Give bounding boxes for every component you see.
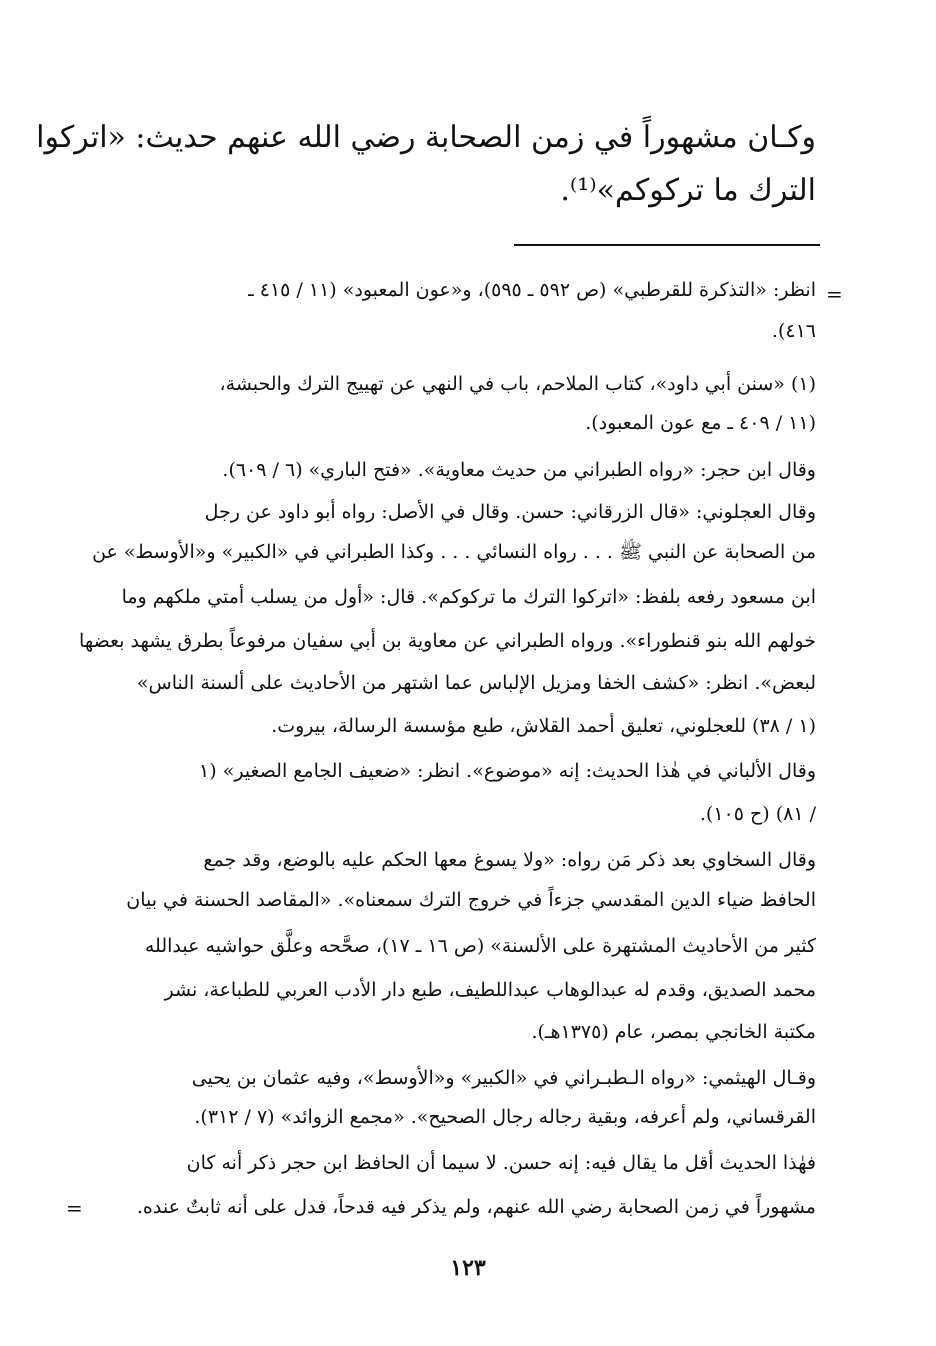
footnote-line: انظر: «التذكرة للقرطبي» (ص ٥٩٢ ـ ٥٩٥)، و«عون المعبود» (١١ / ٤١٥ ـ — [248, 279, 816, 301]
footnote-line: لبعض». انظر: «كشف الخفا ومزيل الإلباس عما اشتهر من الأحاديث على ألسنة الناس» — [136, 672, 816, 694]
footnote-line: (١) «سنن أبي داود»، كتاب الملاحم، باب في النهي عن تهييج الترك والحبشة، — [219, 373, 816, 395]
continuation-mark-bottom: = — [66, 1196, 83, 1220]
main-text-line: الترك ما تركوكم»⁽¹⁾. — [560, 173, 816, 208]
footnote-line: وقال ابن حجر: «رواه الطبراني من حديث معاوية». «فتح الباري» (٦ / ٦٠٩). — [222, 459, 816, 481]
continuation-mark-top: = — [826, 282, 843, 306]
footnote-line: القرقساني، ولم أعرفه، وبقية رجاله رجال الصحيح». «مجمع الزوائد» (٧ / ٣١٢). — [194, 1106, 816, 1128]
page-number: ١٢٣ — [450, 1255, 486, 1281]
footnote-line: / ٨١) (ح ١٠٥). — [699, 803, 816, 825]
footnote-line: مشهوراً في زمن الصحابة رضي الله عنهم، ولم يذكر فيه قدحاً، فدل على أنه ثابتٌ عنده. — [136, 1196, 816, 1218]
footnote-line: محمد الصديق، وقدم له عبدالوهاب عبداللطيف، طبع دار الأدب العربي للطباعة، نشر — [164, 979, 816, 1001]
footnote-line: (١ / ٣٨) للعجلوني، تعليق أحمد القلاش، طبع مؤسسة الرسالة، بيروت. — [271, 715, 816, 737]
footnote-separator — [514, 244, 820, 246]
footnote-line: (١١ / ٤٠٩ ـ مع عون المعبود). — [585, 412, 816, 434]
footnote-line: وقال الألباني في هٰذا الحديث: إنه «موضوع». انظر: «ضعيف الجامع الصغير» (١ — [199, 760, 816, 782]
footnote-line: مكتبة الخانجي بمصر، عام (١٣٧٥هـ). — [531, 1021, 816, 1043]
footnote-line: كثير من الأحاديث المشتهرة على الألسنة» (ص ١٦ ـ ١٧)، صحَّحه وعلَّق حواشيه عبدالله — [144, 935, 816, 957]
main-text-line: وكـان مشهوراً في زمن الصحابة رضي الله عنهم حديث: «اتركوا — [36, 120, 816, 155]
footnote-line: وقال السخاوي بعد ذكر مَن رواه: «ولا يسوغ معها الحكم عليه بالوضع، وقد جمع — [203, 849, 816, 871]
footnote-line: ابن مسعود رفعه بلفظ: «اتركوا الترك ما تركوكم». قال: «أول من يسلب أمتي ملكهم وما — [121, 586, 816, 608]
footnote-line: وقـال الهيثمي: «رواه الـطبـراني في «الكبير» و«الأوسط»، وفيه عثمان بن يحيى — [191, 1067, 816, 1089]
footnote-line: ٤١٦). — [771, 320, 816, 342]
footnote-line: خولهم الله بنو قنطوراء». ورواه الطبراني عن معاوية بن أبي سفيان مرفوعاً بطرق يشهد بعضها — [79, 630, 816, 652]
footnote-line: الحافظ ضياء الدين المقدسي جزءاً في خروج الترك سمعناه». «المقاصد الحسنة في بيان — [126, 889, 816, 911]
footnote-line: وقال العجلوني: «قال الزرقاني: حسن. وقال في الأصل: رواه أبو داود عن رجل — [204, 501, 816, 523]
footnote-line: من الصحابة عن النبي ﷺ . . . رواه النسائي . . . وكذا الطبراني في «الكبير» و«الأوسط» عن — [92, 541, 816, 563]
footnote-line: فهٰذا الحديث أقل ما يقال فيه: إنه حسن. لا سيما أن الحافظ ابن حجر ذكر أنه كان — [186, 1152, 816, 1174]
